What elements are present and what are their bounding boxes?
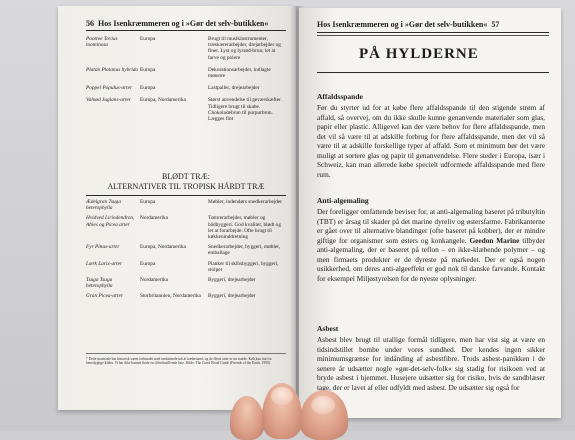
right-running-head: Hos Isenkræmmeren og i »Gør det selv-butikken« — [317, 20, 488, 29]
left-page-number: 56 — [86, 19, 94, 28]
wood-name: Hvidved Liriodendron, Abies og Picea arter — [86, 215, 135, 228]
right-header-rule-2 — [317, 35, 549, 36]
wood-use: Lastpaller, drejearbejder — [208, 85, 260, 92]
wood-use: Byggeri, drejearbejder — [208, 277, 256, 284]
left-page-header — [86, 19, 268, 28]
footnote-rule — [86, 353, 286, 354]
wood-origin: Europa — [140, 66, 156, 73]
table-row — [86, 277, 286, 289]
heading-affaldsspande: Affaldsspande — [317, 92, 363, 101]
page-title: PÅ HYLDERNE — [359, 46, 479, 62]
table-row — [86, 244, 286, 256]
right-header-rule — [317, 32, 549, 33]
fingernail — [271, 387, 293, 405]
wood-name: Valnød Juglans-arter — [86, 97, 131, 104]
right-page-number: 57 — [491, 20, 500, 29]
left-running-head: Hos Isenkræmmeren og i »Gør det selv-butikken« — [98, 19, 269, 28]
wood-use: Dekorationsarbejder, indlagte mønstre — [208, 66, 271, 80]
wood-use: Brugt til musikinstrumenter, træskærerarbejder, drejarbejder og finer. Lyst og lysrød-brun; let at farve og polere — [208, 36, 281, 61]
wood-name: Gran Picea-arter — [86, 293, 123, 300]
table-row — [86, 36, 286, 61]
wood-origin: Europa, Nordamerika — [140, 244, 186, 251]
hardwood-table — [86, 36, 286, 128]
wood-use: Snedkerarbejder, byggeri, møbler, emballage — [208, 244, 281, 257]
wood-origin: Europa — [140, 260, 156, 267]
table-row — [86, 85, 286, 91]
wood-name: Platan Platanus hybrida — [86, 66, 139, 73]
wood-origin: Nordamerika — [140, 277, 168, 284]
wood-origin: Europa — [140, 199, 156, 205]
wood-name: Fyr Pinus-arter — [86, 244, 120, 251]
right-page — [299, 8, 561, 418]
company-name: Geedon Marine — [469, 235, 520, 245]
wood-origin: Storbritannien, Nordamerika — [140, 293, 201, 300]
fingernail — [311, 396, 335, 414]
table-row — [86, 97, 286, 122]
wood-use: Størst anvendelse til geværskæfter. Tidligere brugt til skabe. Chokoladebrun til purpurbrun. Lægges fint — [208, 97, 282, 123]
title-rule — [317, 72, 549, 73]
right-page-header — [317, 20, 499, 29]
wood-name: Paotree Tovius toominosa — [86, 36, 118, 49]
table-row — [86, 67, 286, 79]
wood-name: Ædelgran Tsuga heterophylla — [86, 199, 121, 212]
heading-anti-algemaling: Anti-algemaling — [317, 196, 369, 205]
wood-origin: Europa — [140, 85, 156, 92]
wood-use: Møbler, indendørs snedkerarbejder — [208, 199, 283, 205]
section-rule — [86, 195, 286, 196]
softwood-table — [86, 199, 286, 304]
wood-use: Planker til skibsbyggeri, byggeri, stolper — [208, 260, 279, 273]
footnote: * Dette materiale har historisk været forbundet med omfattende tab af træbestand, og de fleste arter er nu truede. Køb kun træ fra bæredygtige kilder. Vi har ikke kunnet finde en tilfredsstillende liste. Kilde: The Good Wood Guide (Friends of the Earth, 1990) — [86, 357, 272, 366]
paragraph-affaldsspande: Før du styrter ud for at købe flere affaldsspande til den stigende strøm af affald, så overvej, om du ikke skulle kunne genanvende materialer som glas, papir eller plastic. Alligevel kan der være behov for flere affaldsspande, men det vil så være til at adskille forbrug for flere affaldsspande, men det vil så være til at adskille forskellige typer af affald. Som et minimum bør det være muligt at sortere glas og papir til genanvendelse. Flere steder i Europa, især i Schweiz, kan man allerede købe specielt udformede affaldsspande med flere rum. — [317, 103, 545, 179]
table-row — [86, 261, 286, 273]
wood-use: Tømrerarbejder, møbler og bådbyggeri. God kvalitet, blødt og let at forarbejde. Ofte brugt til køkkeninddretning — [208, 215, 281, 241]
wood-name: Poppel Populus-arter — [86, 85, 133, 92]
wood-use: Byggeri, drejearbejder — [208, 293, 256, 300]
open-book — [58, 6, 563, 424]
paragraph-anti-algemaling: Der foreligger omfattende beviser for, at anti-algemaling baseret på tributyltin (TBT) er årsag til skader på det marine dyreliv og østersfarme. Fabrikanterne er gået over til alternative blandinger (ofte baseret på kobber), der er mindre giftige for organismer som østers og konkangele. Geedon Marine tilbyder anti-algemaling, der er baseret på teflon – en ikke-klæbende polymer – og men firmaets produkter er de dyreste på markedet. Der er også nogen usikkerhed, om deres anti-algeeffekt er god nok til danske farvande. Kontakt for eksempel Miljøstyrelsen for de nyeste oplysninger. — [317, 207, 546, 283]
section-title: BLØDT TRÆ: ALTERNATIVER TIL TROPISK HÅRDT TRÆ — [107, 172, 265, 191]
wood-name: Lærk Larix-arter — [86, 260, 123, 267]
wood-origin: Nordamerika — [140, 215, 168, 222]
wood-origin: Europa — [140, 36, 156, 42]
paragraph-asbest: Asbest blev brugt til utallige formål tidligere, men har vist sig at være en tidsindstillet bombe under vores sundhed. Der kendes ingen sikker minimumsgrænse for indånding af asbestfibre. Trods asbest-panikken i de senere år udsætter nogle »gør-det-selv-folk« sig stadig for risikoen ved at bryde asbest i hjemmet. Husejere udsætter sig for risiko, hvis de sandblæser tage, der er lavet af eller udfyldt med asbest. De udsætter sig også for — [317, 335, 545, 392]
table-row — [86, 215, 286, 240]
left-page — [58, 6, 296, 410]
finger-left — [230, 396, 264, 440]
table-row — [86, 199, 286, 211]
wood-origin: Europa, Nordamerika — [140, 97, 186, 104]
heading-asbest: Asbest — [317, 324, 339, 333]
left-header-rule — [86, 30, 286, 31]
table-row — [86, 293, 286, 299]
wood-name: Tsuga Tsuga heterophylla — [86, 277, 113, 290]
